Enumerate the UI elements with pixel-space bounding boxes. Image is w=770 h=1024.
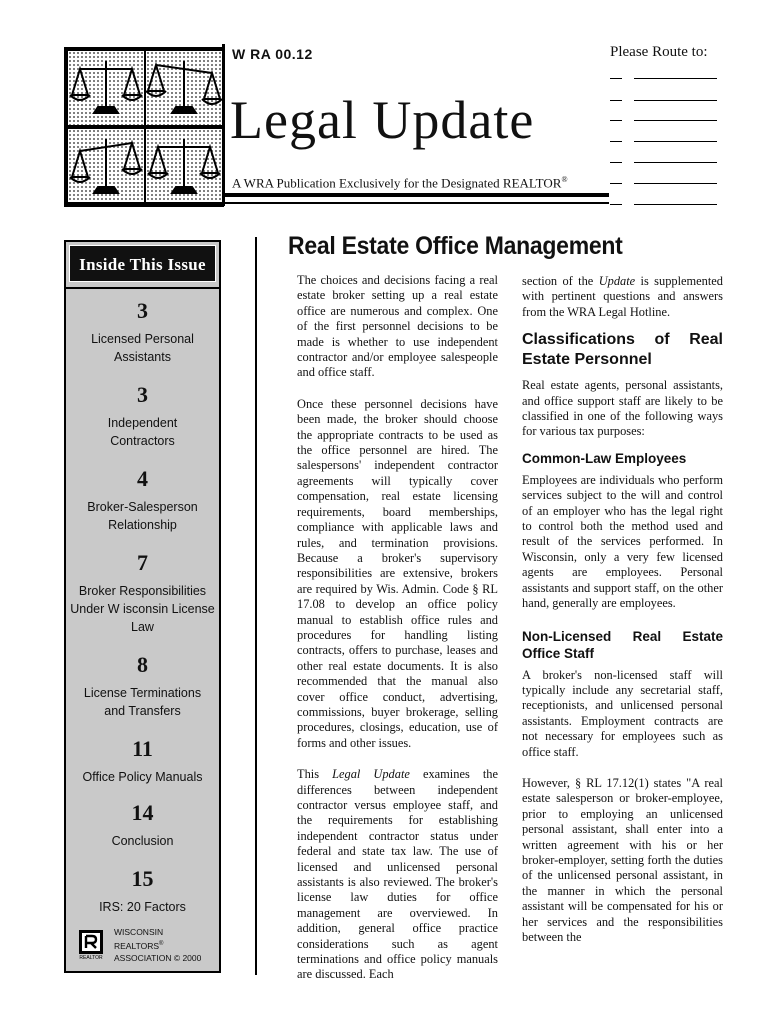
toc-page-number: 14 (131, 800, 154, 825)
publication-name: Update (598, 274, 636, 288)
toc-page-number: 11 (132, 736, 153, 761)
toc-page-number: 15 (131, 866, 154, 891)
paragraph: A broker's non-licensed staff will typically include any secretarial staff, receptionists, and unlicensed personal assistants. Employment contracts are not necessary for employees such as office staff. (522, 667, 723, 759)
toc-item[interactable] (66, 298, 219, 366)
association-line2 (114, 938, 201, 952)
toc-label: Office Policy Manuals (82, 770, 203, 784)
association-line3: ASSOCIATION © 2000 (114, 952, 202, 963)
subsection-heading: Non-Licensed Real Estate Office Staff (522, 628, 723, 661)
paragraph: Real estate agents, personal assistants, and office support staff are likely to be classified in one of the following ways for various tax purposes: (522, 378, 723, 439)
subsection-heading: Common-Law Employees (522, 450, 687, 466)
toc-label: License Terminations and Transfers (83, 686, 202, 718)
toc-item[interactable] (66, 382, 219, 450)
tagline (232, 175, 568, 191)
paragraph: However, § RL 17.12(1) states "A real estate salesperson or broker-employee, prior to employing an unlicensed personal assistant, shall enter into a written agreement with his or her broker-employer, setting forth the duties of the unlicensed personal assistant, in the manner in which the personal assistant will be compensated for his or her services and the responsibilities between the (522, 775, 723, 944)
toc-label: IRS: 20 Factors (99, 900, 186, 914)
sidebar-divider (66, 287, 219, 289)
column-divider (255, 237, 257, 975)
realtor-logo (78, 930, 104, 960)
realtor-logo-text: REALTOR (79, 955, 103, 960)
toc-item[interactable] (66, 800, 219, 850)
scales-of-justice-icon (68, 129, 144, 203)
issue-number: W RA 00.12 (232, 46, 313, 62)
article-column-right (522, 274, 723, 961)
publication-name: Legal Update (332, 767, 410, 782)
paragraph: This Legal Update examines the differences between independent contractor versus employee staff, and the requirements for establishing independent contractor status under federal and state tax law. The use of licensed and unlicensed personal assistants is also reviewed. The broker's license law duties for office management are overviewed. In addition, general office practice considerations such as agent terminations and office policy manuals are discussed. Each (297, 767, 498, 982)
toc-page-number: 3 (137, 298, 148, 323)
paragraph: Employees are individuals who perform services subject to the will and control of an employer who has the legal right to control both the method used and result of the services performed. In Wisconsin, only a very few licensed agents are employees. Personal assistants and support staff, on the other hand, generally are employees. (522, 472, 723, 611)
toc-label: Conclusion (111, 834, 174, 848)
header-divider (222, 44, 225, 206)
toc-label: Broker-Salesperson Relationship (87, 500, 198, 532)
registered-mark: ® (159, 941, 164, 947)
toc-page-number: 7 (137, 550, 148, 575)
header-bottom-rule-thin (64, 202, 609, 204)
toc-page-number: 4 (137, 466, 148, 491)
inside-this-issue-sidebar (64, 240, 221, 973)
toc-label: Broker Responsibilities Under W isconsin License Law (70, 584, 215, 634)
toc-item[interactable] (66, 866, 219, 916)
toc-page-number: 8 (137, 652, 148, 677)
registered-mark: ® (561, 175, 568, 184)
paragraph: section of the Update is supplemented with pertinent questions and answers from the WRA Legal Hotline. (522, 274, 724, 319)
tagline-text: A WRA Publication Exclusively for the Designated REALTOR (232, 175, 562, 191)
masthead-title: Legal Update (230, 90, 535, 150)
scales-of-justice-icon (68, 51, 144, 125)
header-bottom-rule (222, 193, 609, 197)
toc-item[interactable] (66, 550, 219, 636)
association-line2-text: REALTORS (114, 940, 160, 951)
association-line1: WISCONSIN (114, 927, 164, 937)
paragraph: Once these personnel decisions have been made, the broker should choose the appropriate contracts to be used as the office personnel are hired. The salespersons' independent contractor agreements will typically cover compensation, real estate licensing requirements, board memberships, compliance with applicable laws and rules, and termination provisions. Because a broker's supervisory responsibilities are extensive, brokers are required by Wis. Admin. Code § RL 17.08 to develop an office policy manual to establish office rules and procedures for handling listing contracts, offers to purchase, leases and other real estate documents. It is also recommended that the manual also cover office conduct, advertising, commissions, buyer brokerage, selling procedures, closings, education, use of forms and other issues. (297, 396, 498, 750)
section-heading: Classifications of Real Estate Personnel (522, 331, 723, 369)
paragraph: The choices and decisions facing a real estate broker setting up a real estate office are numerous and complex. One of the first personnel decisions to be made is whether to use independent contractor and/or employee salespeople and office staff. (297, 273, 498, 380)
toc-page-number: 3 (137, 382, 148, 407)
toc-label: Independent Contractors (107, 416, 178, 448)
scales-of-justice-icon (146, 51, 222, 125)
toc-item[interactable] (66, 736, 219, 786)
article-title: Real Estate Office Management (288, 232, 623, 260)
route-to-label: Please Route to: (610, 44, 708, 60)
toc-item[interactable] (66, 466, 219, 534)
scales-of-justice-icon (146, 129, 222, 203)
toc-label: Licensed Personal Assistants (91, 332, 194, 364)
toc-item[interactable] (66, 652, 219, 720)
masthead-logo (64, 47, 224, 207)
association-credit (114, 926, 201, 964)
article-column-left (297, 273, 498, 999)
sidebar-title: Inside This Issue (69, 245, 216, 282)
